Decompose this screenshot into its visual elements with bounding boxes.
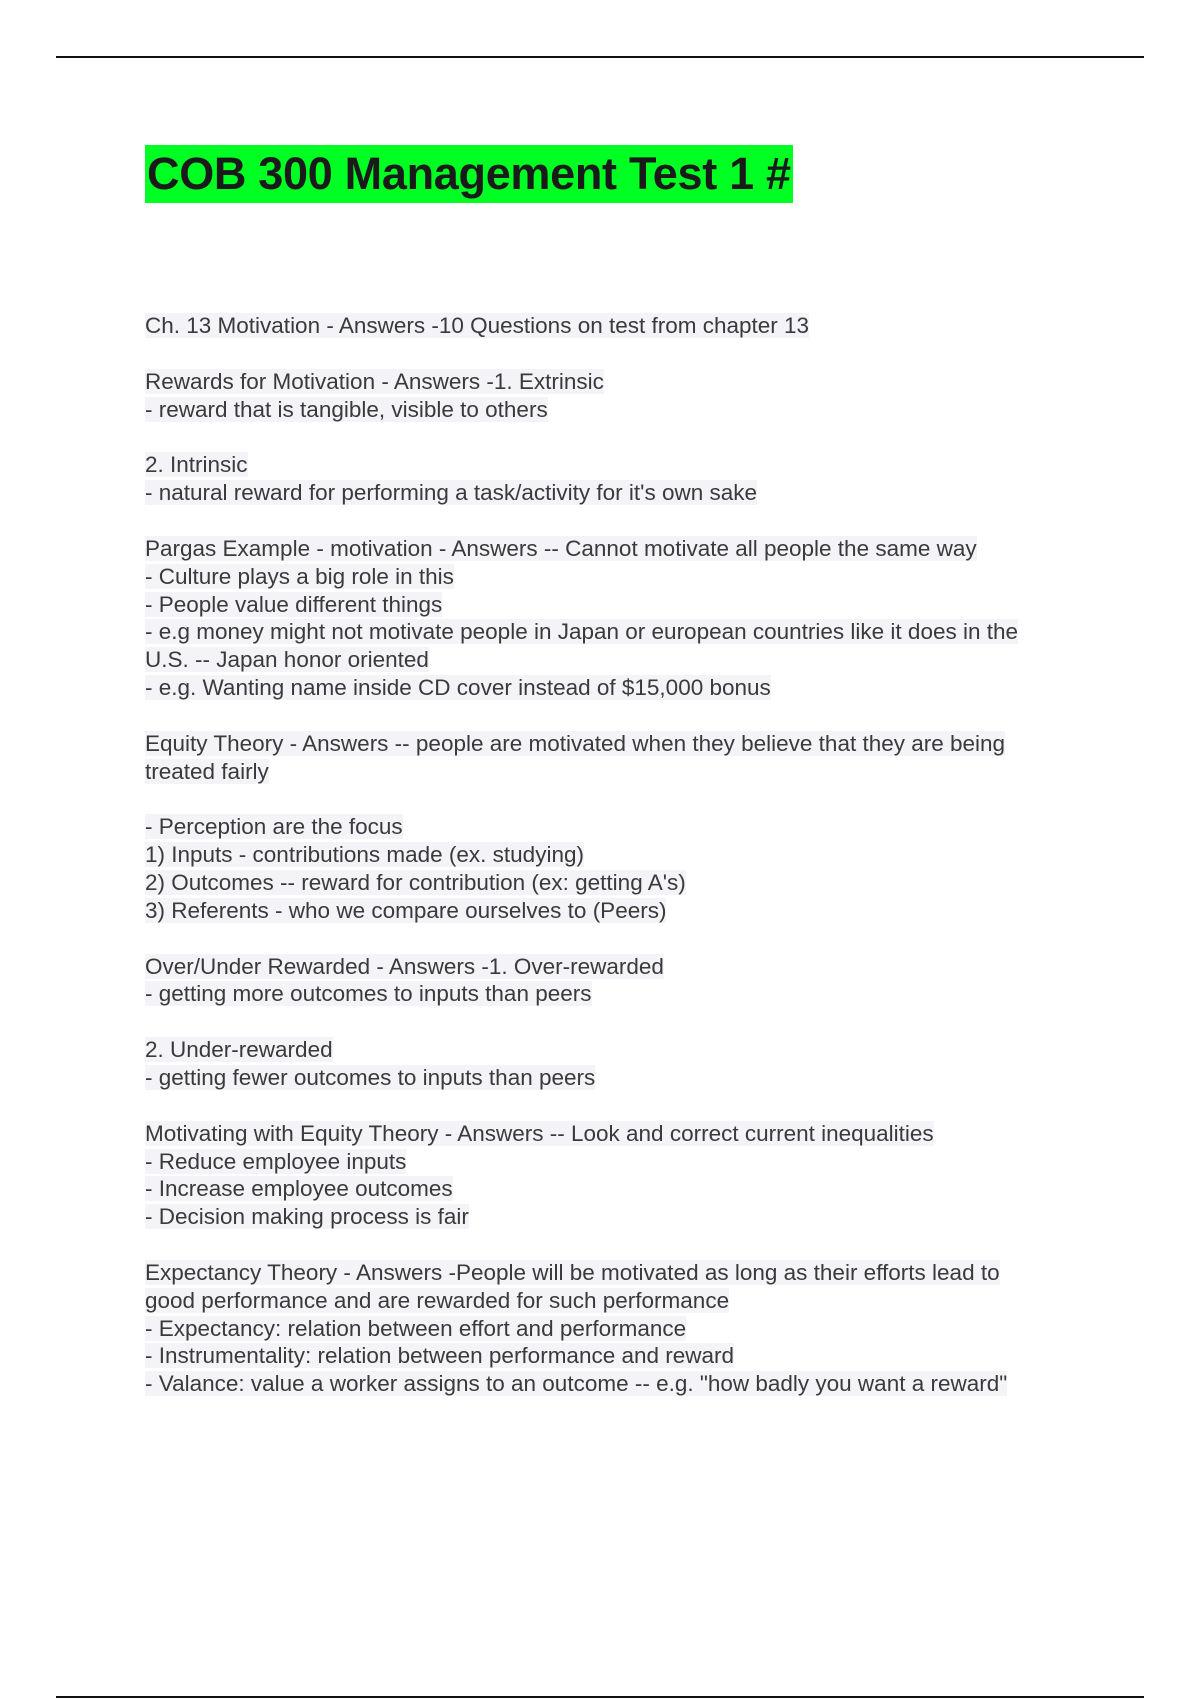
title-container — [145, 145, 793, 203]
text-line — [145, 953, 1095, 981]
text-line — [145, 312, 1095, 340]
text-line — [145, 813, 1095, 841]
text-line-content: Equity Theory - Answers -- people are motivated when they believe that they are being — [145, 730, 1006, 756]
document-title: COB 300 Management Test 1 # — [145, 145, 793, 203]
text-line-content: 2. Intrinsic — [145, 452, 248, 478]
text-line — [145, 1120, 1095, 1148]
top-rule — [56, 56, 1144, 58]
text-line — [145, 646, 1095, 674]
document-body — [145, 312, 1095, 1426]
text-line-content: - Decision making process is fair — [145, 1204, 469, 1230]
text-line-content: Motivating with Equity Theory - Answers -- Look and correct current inequalities — [145, 1120, 934, 1146]
text-line-content: Pargas Example - motivation - Answers -- Cannot motivate all people the same way — [145, 535, 977, 561]
text-line — [145, 479, 1095, 507]
text-line — [145, 1064, 1095, 1092]
text-line-content: - People value different things — [145, 591, 443, 617]
qa-block — [145, 813, 1095, 924]
text-line — [145, 368, 1095, 396]
text-line — [145, 730, 1095, 758]
text-line-content: - e.g money might not motivate people in Japan or european countries like it does in the — [145, 619, 1019, 645]
text-line — [145, 451, 1095, 479]
text-line — [145, 1259, 1095, 1287]
text-line-content: treated fairly — [145, 758, 269, 784]
qa-block — [145, 953, 1095, 1009]
text-line-content: - getting more outcomes to inputs than peers — [145, 981, 592, 1007]
qa-block — [145, 1120, 1095, 1231]
qa-block — [145, 535, 1095, 702]
text-line — [145, 1203, 1095, 1231]
text-line-content: - Culture plays a big role in this — [145, 563, 454, 589]
text-line-content: - Perception are the focus — [145, 814, 403, 840]
text-line — [145, 1287, 1095, 1315]
text-line-content: U.S. -- Japan honor oriented — [145, 647, 429, 673]
text-line — [145, 535, 1095, 563]
text-line — [145, 674, 1095, 702]
bottom-rule — [56, 1696, 1144, 1698]
text-line — [145, 591, 1095, 619]
text-line-content: 3) Referents - who we compare ourselves to (Peers) — [145, 897, 667, 923]
text-line-content: - Reduce employee inputs — [145, 1148, 407, 1174]
text-line — [145, 980, 1095, 1008]
text-line — [145, 618, 1095, 646]
text-line — [145, 1370, 1095, 1398]
text-line-content: Rewards for Motivation - Answers -1. Extrinsic — [145, 368, 604, 394]
text-line-content: 2. Under-rewarded — [145, 1037, 333, 1063]
text-line-content: - Expectancy: relation between effort and performance — [145, 1315, 687, 1341]
text-line-content: Ch. 13 Motivation - Answers -10 Questions on test from chapter 13 — [145, 313, 810, 338]
qa-block — [145, 368, 1095, 424]
text-line — [145, 1315, 1095, 1343]
qa-block — [145, 451, 1095, 507]
text-line — [145, 1342, 1095, 1370]
text-line-content: - Increase employee outcomes — [145, 1176, 453, 1202]
text-line — [145, 396, 1095, 424]
text-line-content: - getting fewer outcomes to inputs than peers — [145, 1064, 596, 1090]
text-line-content: Over/Under Rewarded - Answers -1. Over-rewarded — [145, 953, 664, 979]
text-line-content: Expectancy Theory - Answers -People will be motivated as long as their efforts lead to — [145, 1259, 1000, 1285]
text-line-content: 1) Inputs - contributions made (ex. studying) — [145, 842, 584, 868]
text-line-content: good performance and are rewarded for such performance — [145, 1287, 730, 1313]
text-line-content: - natural reward for performing a task/activity for it's own sake — [145, 480, 758, 506]
text-line-content: - Instrumentality: relation between performance and reward — [145, 1343, 735, 1369]
text-line — [145, 1036, 1095, 1064]
text-line-content: - reward that is tangible, visible to others — [145, 396, 548, 422]
text-line-content: 2) Outcomes -- reward for contribution (ex: getting A's) — [145, 869, 686, 895]
text-line — [145, 1148, 1095, 1176]
text-line — [145, 758, 1095, 786]
text-line — [145, 563, 1095, 591]
qa-block — [145, 1259, 1095, 1398]
text-line — [145, 897, 1095, 925]
text-line-content: - e.g. Wanting name inside CD cover instead of $15,000 bonus — [145, 674, 771, 700]
text-line — [145, 869, 1095, 897]
qa-block — [145, 312, 1095, 340]
text-line — [145, 1175, 1095, 1203]
text-line — [145, 841, 1095, 869]
text-line-content: - Valance: value a worker assigns to an outcome -- e.g. "how badly you want a reward" — [145, 1371, 1008, 1397]
qa-block — [145, 730, 1095, 786]
qa-block — [145, 1036, 1095, 1092]
